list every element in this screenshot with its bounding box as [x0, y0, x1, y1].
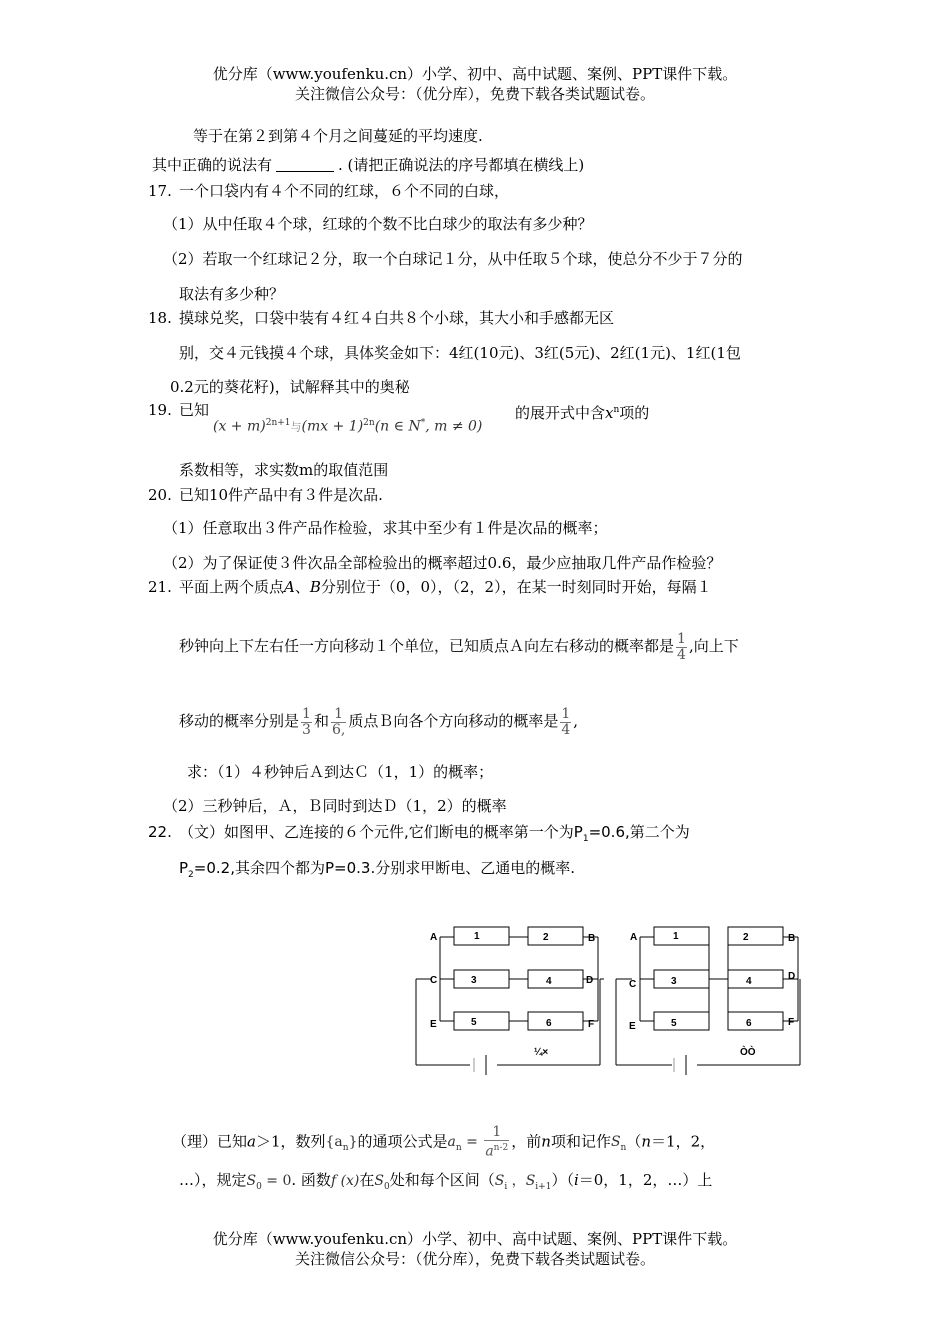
li-Si: S	[494, 1173, 505, 1189]
q22-p1-sub: 1	[582, 834, 589, 844]
li-seq-end: }	[348, 1134, 358, 1151]
node-label: A	[430, 932, 438, 943]
frac-den: 3	[302, 721, 311, 738]
q21-l1b: 分别位于（0，0），（2，2），在某一时刻同时开始，每隔１	[320, 578, 712, 596]
footer-line-1: 优分库（www.youfenku.cn）小学、初中、高中试题、案例、PPT课件下载。	[212, 1230, 738, 1248]
q19-cond-sup: *	[420, 418, 426, 428]
q18-line-2: 别，交４元钱摸４个球，具体奖金如下：4红(10元)、3红(5元)、2红(1元)、1红(1包	[179, 344, 741, 362]
q19-exp-2: 2n	[363, 418, 375, 428]
box-number: 6	[746, 1018, 752, 1029]
component-box	[654, 927, 709, 945]
li-sn	[610, 1134, 627, 1154]
frac-den: 4	[561, 721, 571, 738]
li-2d: 处和每个区间（	[389, 1171, 495, 1189]
q22-line-2	[179, 858, 575, 885]
fraction-1-4b	[560, 707, 571, 738]
li-1a: （理）已知	[172, 1132, 248, 1151]
li-S: S	[610, 1134, 621, 1151]
frac-num: 1	[492, 1124, 502, 1140]
answer-prompt	[152, 155, 584, 175]
li-2c: 在	[359, 1171, 375, 1189]
answer-prompt-a: 其中正确的说法有	[152, 156, 273, 174]
q22-l1a: （文）如图甲、乙连接的６个元件,它们断电的概率第一个为	[179, 823, 574, 841]
component-box	[528, 927, 583, 945]
frac-num: 1	[302, 705, 311, 722]
q19-x-sup: n	[613, 405, 620, 415]
q20-line-2: （1）任意取出３件产品作检验，求其中至少有１件是次品的概率；	[163, 519, 608, 537]
li-fd-sup: n-2	[493, 1143, 509, 1153]
box-number: 4	[546, 976, 552, 987]
node-label: F	[588, 1019, 595, 1030]
node-label: D	[788, 971, 796, 982]
li-S0-eq: = 0	[261, 1173, 292, 1189]
q21-l3d: ,	[573, 712, 579, 730]
node-label: A	[630, 932, 638, 943]
q21-point-b: B	[309, 578, 321, 596]
q19-cond-end: , m ≠ 0)	[425, 418, 483, 435]
q19-line-2: 系数相等，求实数m的取值范围	[179, 461, 389, 479]
frac-den	[484, 1140, 509, 1160]
fraction-1-4	[676, 632, 687, 663]
q22-p1: P	[573, 823, 583, 841]
fraction-an	[484, 1125, 509, 1160]
li-s0b	[374, 1173, 390, 1192]
li-s0	[246, 1173, 292, 1192]
box-number: 5	[471, 1017, 477, 1028]
q19-mid: 与	[290, 420, 302, 434]
header-line-1: 优分库（www.youfenku.cn）小学、初中、高中试题、案例、PPT课件下载。	[212, 65, 738, 83]
box-number: 2	[543, 932, 549, 943]
li-1f: （	[626, 1132, 642, 1151]
fraction-1-3	[301, 707, 312, 738]
q19-x: x	[605, 404, 614, 422]
q18-line-1: 摸球兑奖，口袋中装有４红４白共８个小球，其大小和手感都无区	[179, 309, 615, 327]
li-2a: …），规定	[179, 1171, 247, 1189]
li-eq: =	[461, 1134, 483, 1151]
q19-expr-1: (x + m)	[213, 418, 266, 435]
q19-pre: 已知	[179, 401, 210, 419]
li-Si1: S	[525, 1173, 536, 1189]
li-2f: ＝0，1，2，…）上	[578, 1171, 713, 1189]
q21-line-3	[179, 703, 578, 739]
footer-line-2: 关注微信公众号：（优分库），免费下载各类试题试卷。	[294, 1250, 655, 1268]
component-box	[454, 970, 509, 988]
continued-text: 等于在第２到第４个月之间蔓延的平均速度.	[193, 127, 483, 145]
q22-number: 22.	[148, 823, 172, 841]
node-label: B	[788, 933, 796, 944]
li-1b: ＞1，数列	[255, 1132, 326, 1151]
q19-formula	[213, 413, 482, 438]
q21-line-5: （2）三秒钟后，Ａ，Ｂ同时到达Ｄ（1，2）的概率	[163, 797, 507, 815]
q22-li-line-1	[172, 1125, 715, 1163]
q19-post-a: 的展开式中含	[515, 404, 606, 422]
q22-l1b: =0.6,第二个为	[588, 823, 690, 841]
li-Si1-sub: i+1	[535, 1181, 552, 1192]
component-box	[454, 927, 509, 945]
q20-line-3: （2）为了保证使３件次品全部检验出的概率超过0.6，最少应抽取几件产品作检验？	[163, 554, 722, 572]
box-number: 4	[746, 976, 752, 987]
li-1e: 项和记作	[550, 1132, 611, 1151]
li-S0b-sub: 0	[384, 1181, 390, 1192]
q21-number: 21.	[148, 578, 172, 596]
frac-den: 6,	[331, 721, 346, 738]
q21-line-4: 求：（1）４秒钟后Ａ到达Ｃ（1，1）的概率；	[187, 763, 494, 781]
box-number: 1	[673, 931, 679, 942]
caption-right: ÒÒ	[740, 1047, 756, 1058]
li-seq-a: {a	[325, 1134, 343, 1151]
li-1c: 的通项公式是	[357, 1132, 448, 1151]
q20-line-1: 已知10件产品中有３件是次品.	[179, 486, 383, 504]
q19-exp-1: 2n+1	[265, 418, 291, 428]
li-Si-sub: i	[504, 1181, 508, 1192]
li-n: n	[541, 1132, 551, 1151]
li-an-sub: n	[455, 1143, 462, 1154]
node-label: F	[788, 1017, 795, 1028]
li-S-sub: n	[620, 1143, 627, 1154]
q21-l3b: 和	[313, 712, 329, 730]
q22-li-line-2	[179, 1165, 712, 1202]
li-a: a	[247, 1132, 256, 1151]
component-box	[728, 970, 783, 988]
q19-post	[515, 400, 649, 423]
node-label: E	[430, 1019, 437, 1030]
q17-line-4: 取法有多少种？	[179, 285, 285, 303]
frac-num: 1	[561, 705, 571, 722]
node-label: D	[586, 975, 594, 986]
component-box	[454, 1012, 509, 1030]
li-seq-sub: n	[342, 1143, 349, 1154]
node-label: B	[588, 933, 596, 944]
q19-number: 19.	[148, 401, 172, 419]
circuit-diagrams	[410, 915, 810, 1085]
q21-l2a: 秒钟向上下左右任一方向移动１个单位，已知质点Ａ向左右移动的概率都是	[179, 637, 675, 655]
answer-prompt-b: . (请把正确说法的序号都填在横线上)	[338, 156, 585, 174]
box-number: 1	[474, 931, 480, 942]
li-n2: n	[641, 1132, 652, 1151]
box-number: 6	[546, 1018, 552, 1029]
node-label: C	[629, 979, 637, 990]
q19-post-b: 项的	[619, 404, 650, 422]
q21-l1a: 平面上两个质点	[179, 578, 285, 596]
header-line-2: 关注微信公众号：（优分库），免费下载各类试题试卷。	[294, 85, 655, 103]
li-fd: a	[485, 1143, 494, 1160]
node-label: C	[430, 975, 438, 986]
q22-p2-sub: 2	[188, 870, 194, 880]
li-an-a: a	[447, 1134, 456, 1151]
li-i: i	[573, 1171, 579, 1189]
li-comma: ，	[507, 1173, 526, 1189]
q17-line-3: （2）若取一个红球记２分，取一个白球记１分，从中任取５个球，使总分不少于７分的	[163, 250, 743, 268]
answer-blank	[276, 157, 334, 172]
component-box	[528, 970, 583, 988]
q17-line-2: （1）从中任取４个球，红球的个数不比白球少的取法有多少种？	[163, 215, 593, 233]
q19-cond: (n ∈ N	[374, 418, 421, 435]
q20-number: 20.	[148, 486, 172, 504]
node-label: E	[629, 1021, 636, 1032]
li-2b: . 函数	[291, 1171, 331, 1189]
q21-line-2	[179, 628, 739, 664]
q21-sep: 、	[294, 578, 310, 596]
li-seq	[325, 1134, 358, 1154]
q17-line-1: 一个口袋内有４个不同的红球，６个不同的白球，	[179, 182, 510, 200]
q22-line-1	[179, 822, 690, 849]
q21-l3c: 质点Ｂ向各个方向移动的概率是	[348, 712, 559, 730]
q18-line-3: 0.2元的葵花籽)，试解释其中的奥秘	[170, 378, 410, 396]
q22-p2: P	[179, 859, 189, 877]
component-box	[728, 1012, 783, 1030]
li-2e: ）（	[551, 1171, 574, 1189]
li-1d: ，前	[511, 1132, 542, 1151]
li-fx: f (x)	[330, 1173, 360, 1189]
component-box	[528, 1012, 583, 1030]
box-number: 5	[671, 1018, 677, 1029]
box-number: 3	[671, 976, 677, 987]
q21-l2b: ,向上下	[688, 637, 739, 655]
q21-line-1	[179, 577, 712, 597]
q17-number: 17.	[148, 182, 172, 200]
li-S0-sub: 0	[256, 1181, 262, 1192]
box-number: 3	[471, 975, 477, 986]
fraction-1-6	[331, 707, 346, 738]
box-number: 2	[743, 932, 749, 943]
li-S0: S	[246, 1173, 257, 1189]
li-S0b: S	[374, 1173, 384, 1189]
q22-l2: =0.2,其余四个都为P=0.3.分别求甲断电、乙通电的概率.	[193, 859, 575, 877]
li-si	[494, 1173, 552, 1192]
frac-num: 1	[334, 705, 344, 722]
component-box	[728, 927, 783, 945]
caption-left: ¼×	[534, 1047, 549, 1058]
li-1g: ＝1，2，	[651, 1132, 716, 1151]
q19-expr-2: (mx + 1)	[301, 418, 364, 435]
frac-num: 1	[677, 630, 686, 647]
q21-l3a: 移动的概率分别是	[179, 712, 300, 730]
component-box	[654, 970, 709, 988]
frac-den: 4	[677, 646, 686, 663]
component-box	[654, 1012, 709, 1030]
li-an	[447, 1134, 483, 1154]
q18-number: 18.	[148, 309, 172, 327]
q21-point-a: A	[284, 578, 295, 596]
